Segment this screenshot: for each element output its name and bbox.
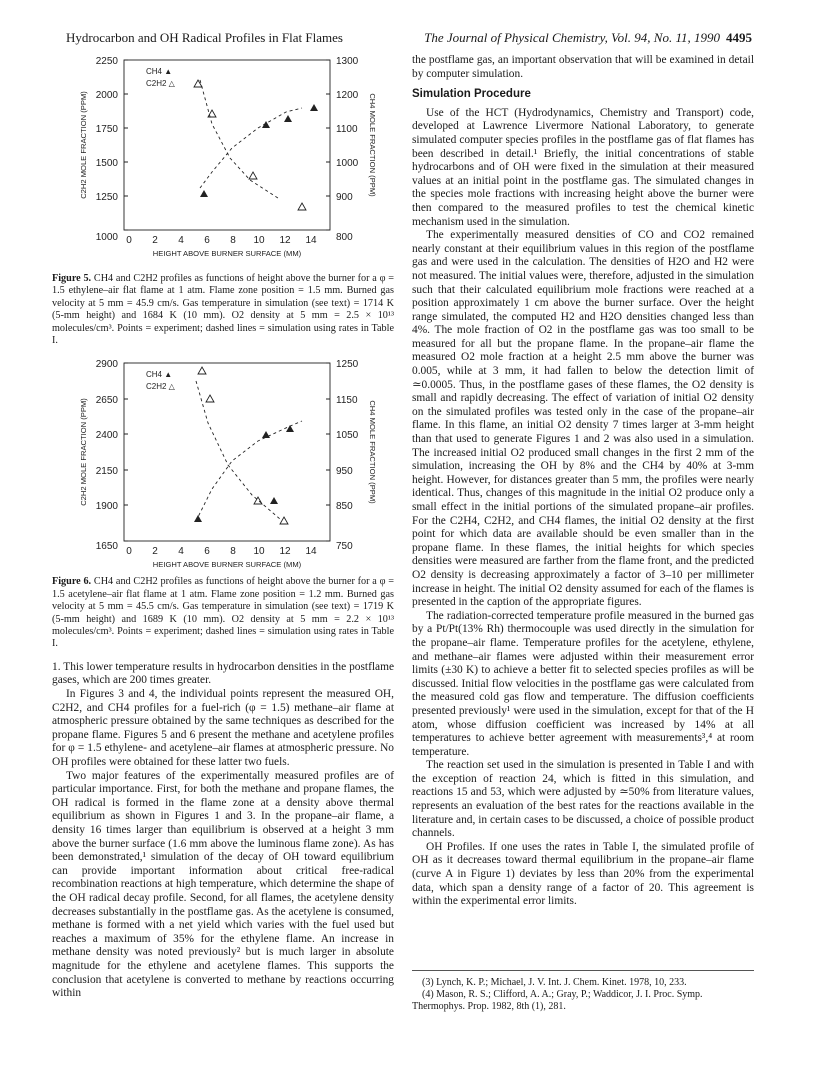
body-paragraph: Use of the HCT (Hydrodynamics, Chemistry and Transport) code, developed at Lawrence Livermore National Laboratory, to generate simulated computer species profiles in the postflame gas of flat flames has been described in detail.¹ Briefly, the initial concentrations of stable hydrocarbons and of OH were fixed in the simulation at their measured values at an initial point in the postflame gas. The simulated changes in the species mole fractions with increasing height above the burner were then compared to the measured profiles to test the chemical kinetic mechanism used in the simulation. [412,106,754,228]
c2h2-point [280,517,288,524]
body-paragraph: Two major features of the experimentally measured profiles are of particular importance. First, for both the methane and propane flames, the OH radical is formed in the flame zone at a density above thermal equilibrium as shown in Figures 1 and 3. In the propane–air flame, a density 16 times larger than equilibrium is observed at a height 3 mm above the burner surface (1.6 mm above the luminous flame zone). As has been demonstrated,¹ simulation of the decay of OH toward equilibrium can provide important information about critical free-radical recombination reactions at high temperature, which determine the shape of the OH radical decay profile. Second, for all flames, the acetylene density decreases substantially in the postflame gas. As the acetylene is consumed, methane is formed with a net yield which varies with the fuel used but reaches a maximum of 35% for the ethylene flame. An increase in methane density was noted previously² but is much larger in absolute magnitude for the ethylene and acetylene flames. This supports the conclusion that acetylene is converted to methane by reactions occurring within [52,769,394,1000]
svg-text:0: 0 [126,546,132,558]
references [412,970,754,1013]
y-tick [96,56,128,67]
y-axis-label-right: CH4 MOLE FRACTION (PPM) [368,93,377,197]
x-axis-label: HEIGHT ABOVE BURNER SURFACE (MM) [152,560,302,570]
legend-c2h2: C2H2 △ [146,79,175,88]
figure-5-chart [52,54,394,270]
x-tick [126,235,132,246]
x-tick [152,546,158,557]
x-tick [178,235,184,246]
svg-text:2650: 2650 [95,395,118,407]
svg-text:2250: 2250 [95,56,118,67]
c2h2-point [206,395,214,402]
legend-ch4: CH4 ▲ [146,67,173,76]
svg-text:2900: 2900 [95,359,118,371]
c2h2-point [249,172,257,179]
reference-item: (3) Lynch, K. P.; Michael, J. V. Int. J. Chem. Kinet. 1978, 10, 233. [422,977,687,988]
y2-tick [326,124,358,135]
y-tick [96,501,128,512]
svg-text:1750: 1750 [95,124,118,135]
x-tick [253,546,265,557]
figure-6-chart [52,357,394,573]
y2-tick [326,90,359,101]
page-header [66,30,752,50]
c2h2-point [198,367,206,374]
page-number: 4495 [726,30,752,45]
y2-tick [326,541,353,552]
svg-text:8: 8 [230,235,236,246]
svg-text:800: 800 [336,232,353,243]
c2h2-point [208,110,216,117]
ch4-point [270,497,278,504]
svg-text:1250: 1250 [95,192,118,203]
svg-text:950: 950 [336,466,353,478]
left-column [52,54,394,1001]
x-tick [152,235,158,246]
y-tick [96,359,128,370]
y-axis-label-left: C2H2 MOLE FRACTION (PPM) [79,398,88,507]
y-tick [96,158,128,169]
svg-text:850: 850 [336,501,353,513]
c2h2-point [298,203,306,210]
svg-text:750: 750 [336,541,353,553]
svg-text:1900: 1900 [95,501,118,513]
caption-text: CH4 and C2H2 profiles as functions of height above the burner for a φ = 1.5 ethylene–air flat flame at 1 atm. Flame zone position = 1.5 mm. Burned gas velocity at 5 mm = 45.9 cm/s. Gas temperature in simulation (see text) = 1714 K (5-mm height) and 1684 K (10 mm). O2 density at 5 mm = 2.5 × 10¹³ molecules/cm³. Points = experiment; dashed lines = simulation using rates in Table I. [52,273,395,347]
ch4-point [286,425,294,432]
y-tick [96,230,128,243]
x-tick [279,235,291,246]
svg-text:4: 4 [178,235,184,246]
svg-text:2400: 2400 [95,430,118,442]
body-paragraph: In Figures 3 and 4, the individual points represent the measured OH, C2H2, and CH4 profiles for a fuel-rich (φ = 1.5) methane–air flame at atmospheric pressure obtained by the same techniques as described for the propane flame. Figures 5 and 6 present the methane and acetylene profiles for φ = 1.5 ethylene- and acetylene–air flames at atmospheric pressure. No OH profiles were obtained for these latter two fuels. [52,688,394,769]
svg-text:1200: 1200 [336,90,359,101]
svg-text:1100: 1100 [336,124,358,135]
svg-text:14: 14 [305,546,317,558]
x-axis-label: HEIGHT ABOVE BURNER SURFACE (MM) [152,249,302,258]
x-tick [178,546,184,557]
running-title: Hydrocarbon and OH Radical Profiles in Flat Flames [66,30,343,45]
ch4-points [200,104,318,197]
y2-tick [326,359,359,370]
ch4-points [194,425,294,522]
y2-tick [326,430,359,441]
x-tick [126,546,132,557]
ch4-point [284,115,292,122]
y2-tick [326,158,359,169]
svg-text:1300: 1300 [336,56,359,67]
svg-text:1000: 1000 [336,158,359,169]
legend-c2h2: C2H2 △ [146,382,175,392]
svg-text:4: 4 [178,546,184,558]
x-axis-ticks [126,235,317,246]
left-axis-ticks [96,359,128,552]
reference-item: (4) Mason, R. S.; Clifford, A. A.; Gray, P.; Waddicor, J. I. Proc. Symp. Thermophys. Prop. 1982, 8th (1), 281. [412,989,703,1012]
body-paragraph: the postflame gas, an important observation that will be examined in detail by computer simulation. [412,54,754,80]
right-column [412,54,754,909]
svg-text:1500: 1500 [95,158,118,169]
svg-text:6: 6 [204,546,210,558]
c2h2-point [194,80,202,87]
svg-text:10: 10 [253,235,265,246]
figure-6 [52,357,394,650]
figure-label: Figure 6. [52,576,92,588]
y-axis-label-left: C2H2 MOLE FRACTION (PPM) [79,91,88,199]
c2h2-points [194,80,306,210]
y2-tick [326,56,359,67]
y2-tick [326,395,358,406]
ch4-point [200,190,208,197]
y-tick [96,430,128,441]
svg-text:10: 10 [253,546,265,558]
body-paragraph: The reaction set used in the simulation is presented in Table I and with the exception of reaction 24, which is fitted in this simulation, and reactions 15 and 53, which were adjusted by ≃50% from literature values, represents an evaluation of the best rates for the reactions available in the literature and, in certain cases to be discussed, a choice of possible product channels. [412,759,754,840]
y-axis-label-right: CH4 MOLE FRACTION (PPM) [368,400,377,505]
body-paragraph: The experimentally measured densities of CO and CO2 remained nearly constant at their equilibrium values in this region of the postflame gas and were used in the calculation. The densities of H2O and H2 were not measured. The initial values were, therefore, adjusted in the simulation such that their calculated equilibrium mole fractions were reached at a position approximately 1 cm above the burner surface. Over the height range simulated, the computed H2 and H2O densities changed less than 4%. The mole fraction of O2 in the postflame gas was too small to be measured for all but the propane flame. In the propane–air flame the measured O2 mole fraction at a height 2.5 mm above the burner was 0.005, while at 3 mm, it had fallen to below the detection limit of ≃0.0005. Thus, in the postflame gases of these flames, the O2 density is small and rapidly decreasing. The effect of variation of initial O2 density on the simulated profiles was tested only in the case of the propane–air flame. In this flame, an initial O2 density 7 times larger at 3-mm height than that used to generate Figures 1 and 2 was also used in a simulation. The increased initial O2 produced small changes in the first 2 mm of the simulation, increasing the OH by 8% and the CH4 by 40% at 3-mm height. However, for distances greater than 5 mm, the profiles were nearly identical. Thus, changes of this magnitude in the initial O2 produce only a small effect in the initial portions of the simulated propane–air profiles. For the C2H4, C2H2, and CH4 flames, the initial O2 density at the first point for which data are available should be even smaller than in the propane flame. In these flames, the initial heights for which species densities were measured are farther from the flame front, and the predicted O2 density is decreasing approximately a factor of 3–10 per millimeter increase in height. The initial O2 density assumed for each of the flames is presented in the caption of the appropriate figures. [412,229,754,609]
x-tick [253,235,265,246]
y-tick [96,541,128,552]
left-axis-ticks [96,56,128,243]
svg-text:1650: 1650 [95,541,118,553]
svg-text:1150: 1150 [336,395,358,407]
ch4-point [194,515,202,522]
y2-tick [326,230,353,243]
body-paragraph: 1. This lower temperature results in hydrocarbon densities in the postflame gases, which are 200 times greater. [52,660,394,687]
svg-text:1000: 1000 [95,232,118,243]
svg-text:8: 8 [230,546,236,558]
section-heading: Simulation Procedure [412,88,531,101]
x-tick [204,235,210,246]
figure-5-caption [52,273,394,347]
ch4-point [262,431,270,438]
figure-label: Figure 5. [52,273,92,284]
ch4-simulation-line [196,421,302,521]
x-tick [230,546,236,557]
x-tick [230,235,236,246]
legend-ch4: CH4 ▲ [146,370,173,380]
svg-text:12: 12 [279,235,291,246]
y-tick [96,466,128,477]
x-tick [305,546,317,557]
y-tick [96,90,128,101]
y-tick [96,395,128,406]
body-paragraph: The radiation-corrected temperature profile measured in the burned gas by a Pt/Pt(13% Rh) thermocouple was used directly in the simulation for the propane–air flame. Temperature profiles for the acetylene, ethylene, and methane–air flames were adjusted within their measurement error limits (±30 K) to achieve a better fit to selected species profiles as will be discussed. Initial flow velocities in the postflame gas were calculated from the measured cold gas flow and temperature. The diffusion coefficients presented previously¹ were used in the simulation, except for that of the H atom, whose diffusion coefficient was increased by 14% at all temperatures to achieve better agreement with measurements³,⁴ at room temperature. [412,609,754,758]
x-tick [279,546,291,557]
figure-5 [52,54,394,347]
svg-text:6: 6 [204,235,210,246]
svg-text:0: 0 [126,235,132,246]
svg-text:1050: 1050 [336,430,359,442]
svg-text:900: 900 [336,192,353,203]
x-axis-ticks [126,546,317,557]
svg-text:2: 2 [152,235,158,246]
svg-text:14: 14 [305,235,317,246]
figure-6-caption [52,576,394,650]
svg-text:12: 12 [279,546,291,558]
x-tick [305,235,317,246]
svg-text:2150: 2150 [95,466,118,478]
x-tick [204,546,210,557]
svg-text:1250: 1250 [336,359,359,371]
right-axis-ticks [326,359,359,552]
journal-citation: The Journal of Physical Chemistry, Vol. 94, No. 11, 1990 4495 [424,30,752,45]
svg-text:2000: 2000 [95,90,118,101]
c2h2-simulation-line [200,80,278,198]
right-axis-ticks [326,56,359,243]
y-tick [96,192,128,203]
caption-text: CH4 and C2H2 profiles as functions of height above the burner for a φ = 1.5 acetylene–air flat flame at 1 atm. Flame zone position = 1.2 mm. Burned gas velocity at 5 mm = 45.5 cm/s. Gas temperature in simulation (see text) = 1719 K (5-mm height) and 1689 K (10 mm). O2 density at 5 mm = 2.2 × 10¹³ molecules/cm³. Points = experiment; dashed lines = simulation using rates in Table I. [52,576,395,650]
body-paragraph: OH Profiles. If one uses the rates in Table I, the simulated profile of OH as it decreases toward thermal equilibrium in the propane–air flame (curve A in Figure 1) deviates by less than 20% from the experimental data, which span a density range of a factor of 20. This agreement is within the experimental error limits. [412,840,754,908]
y-tick [96,124,128,135]
ch4-point [310,104,318,111]
svg-text:2: 2 [152,546,158,558]
